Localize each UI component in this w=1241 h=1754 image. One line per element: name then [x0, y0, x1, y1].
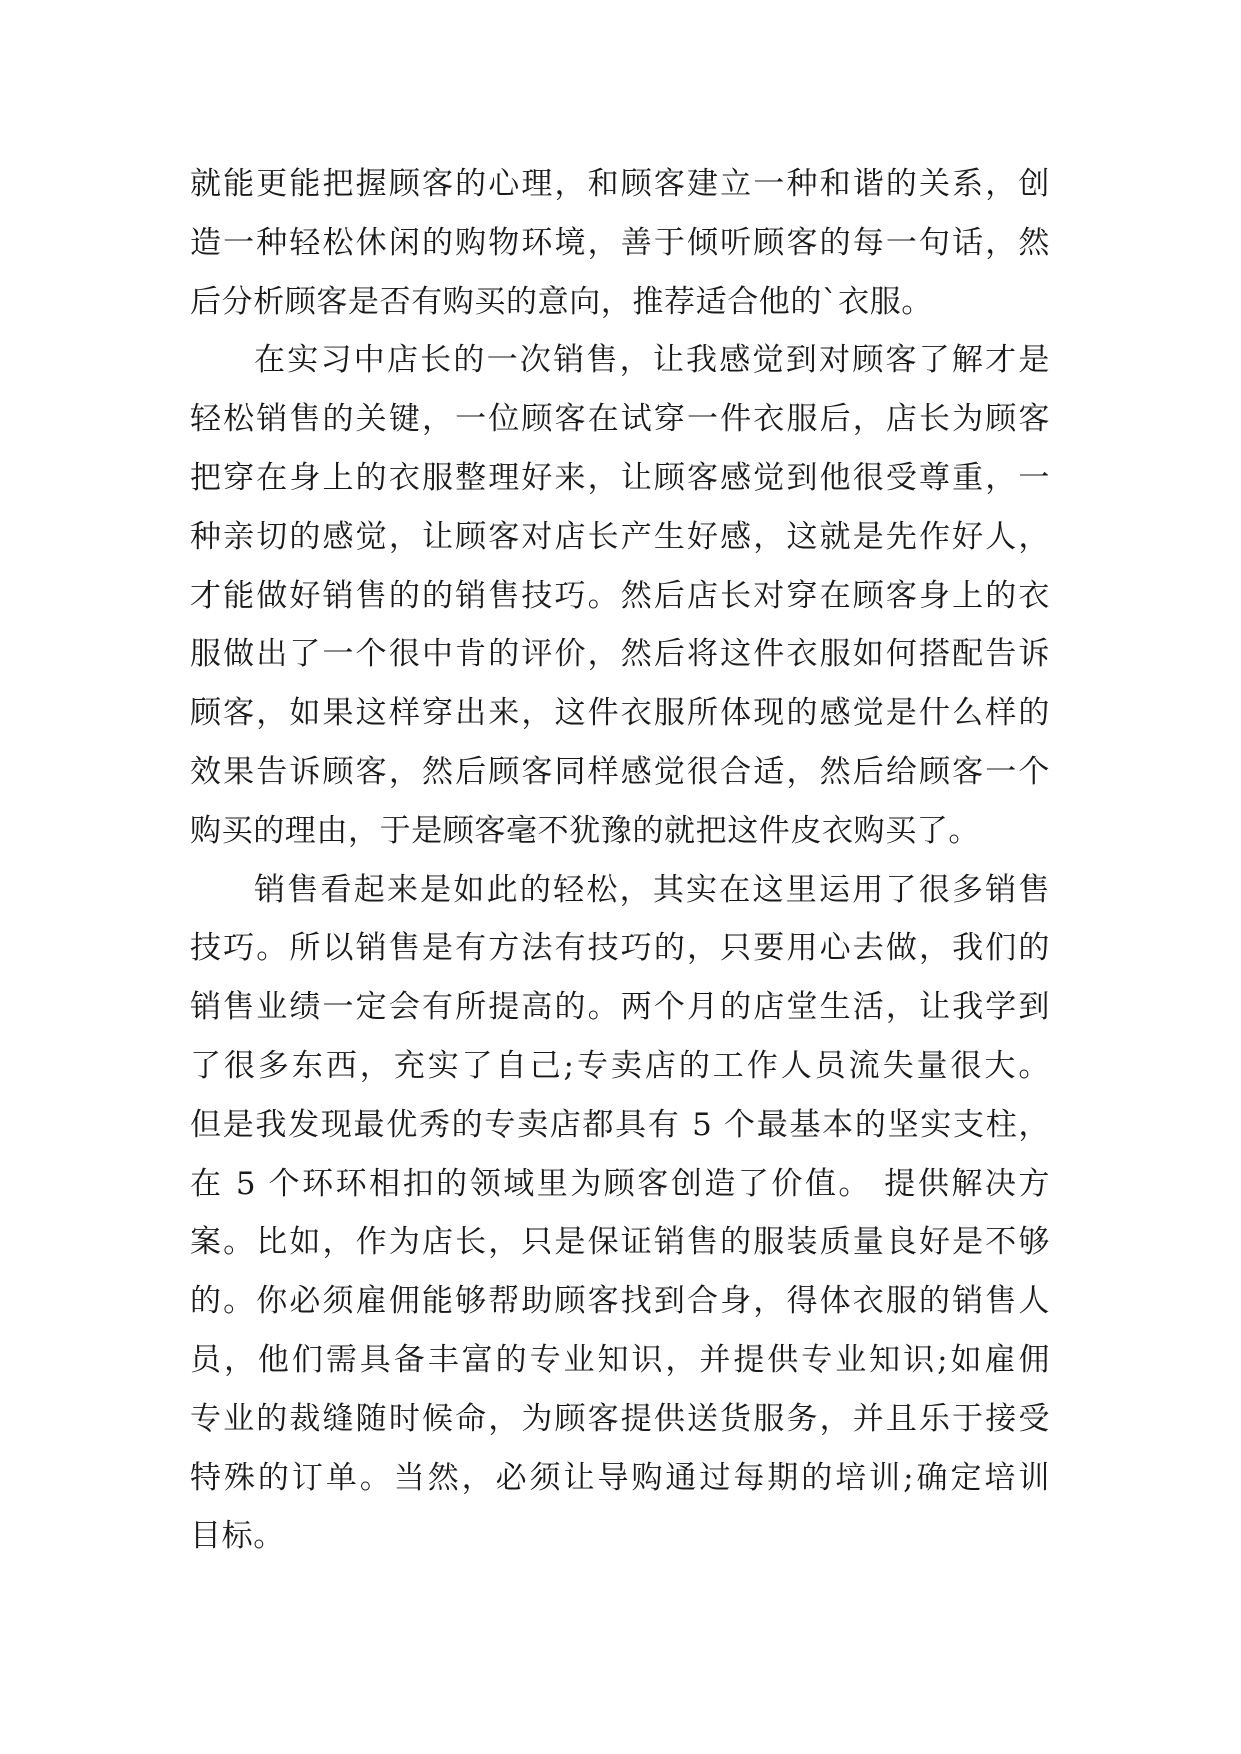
text-line: 把穿在身上的衣服整理好来，让顾客感觉到他很受尊重，一 — [190, 459, 1050, 496]
text-line: 种亲切的感觉，让顾客对店长产生好感，这就是先作好人， — [190, 518, 1050, 555]
text-line: 技巧。所以销售是有方法有技巧的，只要用心去做，我们的 — [190, 930, 1050, 967]
text-line: 在实习中店长的一次销售，让我感觉到对顾客了解才是 — [254, 342, 1050, 379]
text-line: 就能更能把握顾客的心理，和顾客建立一种和谐的关系，创 — [190, 166, 1050, 202]
body-text — [190, 155, 1050, 1566]
text-line: 在 5 个环环相扣的领域里为顾客创造了价值。 提供解决方 — [190, 1165, 1050, 1202]
text-line: 销售看起来是如此的轻松，其实在这里运用了很多销售 — [254, 871, 1050, 908]
text-line: 才能做好销售的的销售技巧。然后店长对穿在顾客身上的衣 — [190, 577, 1050, 614]
text-line: 专业的裁缝随时候命，为顾客提供送货服务，并且乐于接受 — [190, 1400, 1050, 1437]
text-line: 员，他们需具备丰富的专业知识，并提供专业知识;如雇佣 — [190, 1341, 1050, 1378]
text-line: 购买的理由，于是顾客毫不犹豫的就把这件皮衣购买了。 — [190, 812, 980, 849]
text-line: 效果告诉顾客，然后顾客同样感觉很合适，然后给顾客一个 — [190, 753, 1050, 790]
text-line: 顾客，如果这样穿出来，这件衣服所体现的感觉是什么样的 — [190, 695, 1050, 732]
text-line: 轻松销售的关键，一位顾客在试穿一件衣服后，店长为顾客 — [190, 401, 1050, 438]
text-line: 目标。 — [190, 1518, 285, 1555]
text-line: 后分析顾客是否有购买的意向，推荐适合他的`衣服。 — [190, 283, 933, 320]
text-line: 造一种轻松休闲的购物环境，善于倾听顾客的每一句话，然 — [190, 224, 1050, 261]
text-line: 的。你必须雇佣能够帮助顾客找到合身，得体衣服的销售人 — [190, 1283, 1050, 1320]
text-line: 了很多东西，充实了自己;专卖店的工作人员流失量很大。 — [190, 1047, 1050, 1084]
text-line: 销售业绩一定会有所提高的。两个月的店堂生活，让我学到 — [190, 989, 1050, 1026]
text-line: 服做出了一个很中肯的评价，然后将这件衣服如何搭配告诉 — [190, 636, 1050, 673]
text-line: 案。比如，作为店长，只是保证销售的服装质量良好是不够 — [190, 1224, 1050, 1261]
text-line: 特殊的订单。当然，必须让导购通过每期的培训;确定培训 — [190, 1459, 1050, 1496]
text-line: 但是我发现最优秀的专卖店都具有 5 个最基本的坚实支柱， — [190, 1106, 1050, 1143]
